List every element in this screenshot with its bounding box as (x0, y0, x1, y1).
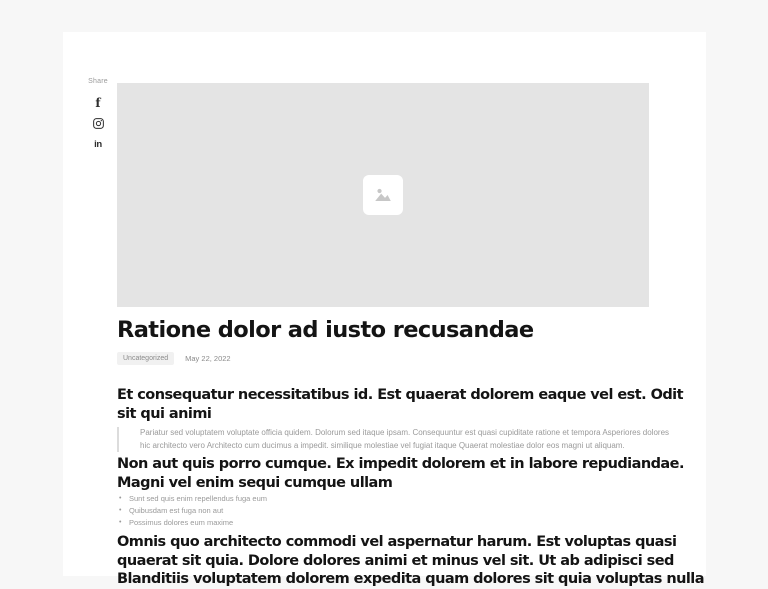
section-heading-3-line3-clipped: Blanditiis voluptatem dolorem expedita quam dolores sit quia voluptas nulla (117, 571, 704, 587)
share-rail (81, 78, 115, 155)
section-heading-1-line1: Et consequatur necessitatibus id. Est quaerat dolorem eaque vel est. Odit (117, 387, 683, 403)
section-heading-3-line2: quaerat sit quia. Dolore dolores animi et minus vel sit. Ut ab adipisci sed (117, 552, 674, 569)
bullet-list (117, 493, 657, 529)
blockquote (117, 427, 670, 452)
share-label: Share (88, 78, 108, 85)
section-heading-2-line2: Magni vel enim sequi cumque ullam (117, 474, 393, 491)
post-meta (117, 352, 657, 365)
section-heading-3 (117, 533, 704, 589)
list-item: • Possimus dolores eum maxime (117, 517, 657, 529)
featured-image (117, 83, 649, 307)
list-item: • Sunt sed quis enim repellendus fuga eum (117, 493, 657, 505)
section-heading-2-line1: Non aut quis porro cumque. Ex impedit dolorem et in labore repudiandae. (117, 456, 684, 472)
blockquote-line1: Pariatur sed voluptatem voluptate officia quidem. Dolorum sed itaque ipsam. Consequuntur est quasi cupiditate ratione et tempora Asperiores dolores (140, 428, 670, 437)
post-card (63, 32, 706, 587)
instagram-icon[interactable] (81, 113, 115, 134)
post-date: May 22, 2022 (185, 354, 231, 363)
post-title: Ratione dolor ad iusto recusandae (117, 317, 534, 343)
instagram-glyph (93, 118, 104, 129)
image-placeholder-icon (363, 175, 403, 215)
facebook-icon[interactable]: f (95, 95, 101, 110)
list-item: • Quibusdam est fuga non aut (117, 505, 657, 517)
section-heading-3-line1: Omnis quo architecto commodi vel aspernatur harum. Est voluptas quasi (117, 534, 677, 550)
section-heading-1-line2: sit qui animi (117, 405, 212, 422)
section-heading-2 (117, 455, 684, 492)
category-badge[interactable]: Uncategorized (117, 352, 174, 365)
section-heading-1 (117, 386, 683, 423)
linkedin-icon[interactable]: in (94, 139, 102, 150)
blockquote-line2: hic architecto vero Architecto cum ducimus a impedit. similique molestiae vel fugiat itaque Quaerat molestiae dolor eos magni ut aliquam. (140, 440, 625, 450)
